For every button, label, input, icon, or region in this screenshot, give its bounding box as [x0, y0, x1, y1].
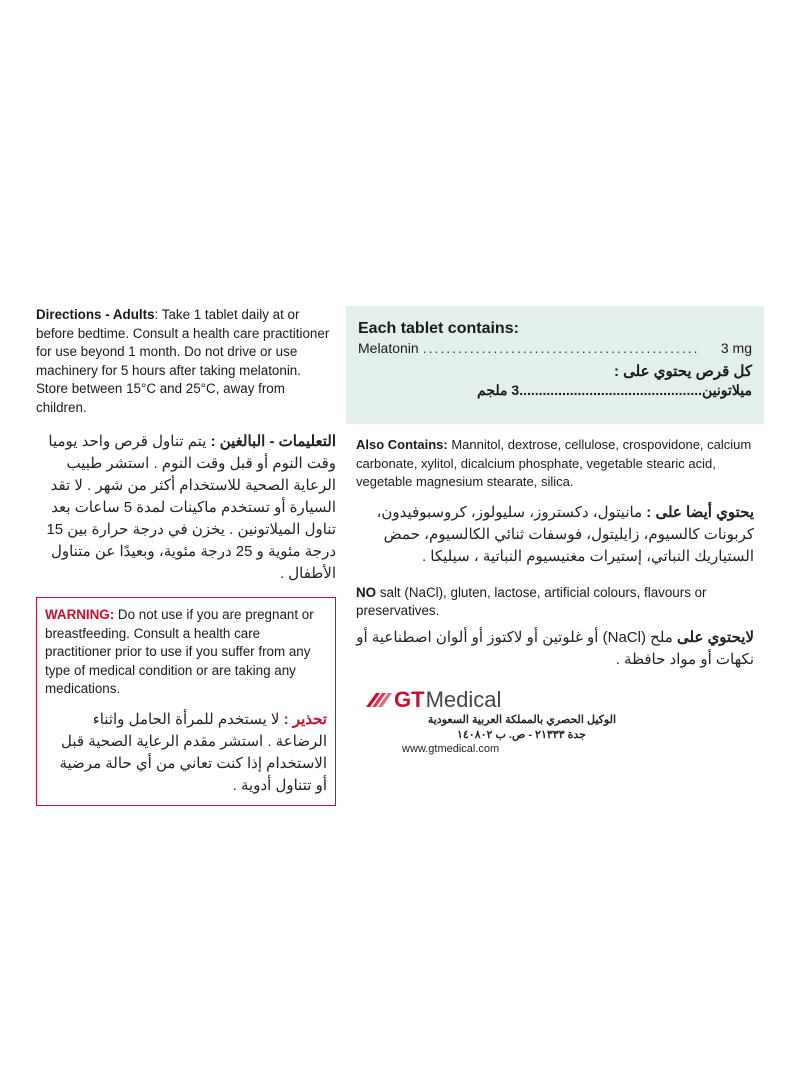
- ingredient-amount-ar: 3 ملجم: [477, 382, 520, 398]
- brand-url: www.gtmedical.com: [402, 742, 500, 755]
- contains-box: [346, 306, 764, 424]
- ingredient-name-ar: ميلاتونين: [702, 382, 752, 398]
- brand-logo: [346, 687, 764, 713]
- agent-line1: الوكيل الحصري بالمملكة العربية السعودية: [427, 713, 616, 726]
- warning-label: WARNING:: [45, 607, 115, 622]
- no-en: [346, 584, 764, 621]
- ingredient-dots: ...............................................: [422, 340, 700, 356]
- warning-en: [45, 606, 327, 699]
- also-ar-text: مانيتول، دكستروز، سليولوز، كروسبوفيدون، كربونات كالسيوم، زايليتول، فوسفات ثنائي الكالسيوم، حمض الستياريك النباتي، إستيرات مغنيسيوم النباتية ، سيليكا .: [376, 503, 754, 565]
- also-ar-heading: يحتوي أيضا على :: [646, 503, 754, 521]
- ingredient-name: Melatonin: [358, 340, 419, 356]
- directions-ar-heading: التعليمات - البالغين :: [210, 433, 336, 450]
- directions-text: : Take 1 tablet daily at or before bedtime. Consult a health care practitioner for use beyond 1 month. Do not drive or use machinery for 5 hours after taking melatonin. Store between 15°C and 25°C, away from children.: [36, 307, 330, 415]
- no-ar: [346, 627, 764, 671]
- also-contains-en: [346, 436, 764, 492]
- brand-gt: GT: [394, 686, 425, 712]
- warning-ar-label: تحذير :: [283, 710, 327, 728]
- no-ar-text: ملح (NaCl) أو غلوتين أو لاكتوز أو ألوان اصطناعية أو نكهات أو مواد حافظة .: [356, 628, 754, 668]
- ingredient-dots-ar: ...............................................: [519, 382, 703, 398]
- ingredient-amount: 3 mg: [720, 340, 752, 356]
- warning-ar-text: لا يستخدم للمرأة الحامل واثناء الرضاعة . استشر مقدم الرعاية الصحية قبل الاستخدام إذا كنت تعاني من أي حالة مرضية أو تتناول أدوية .: [59, 710, 327, 794]
- directions-ar-text: يتم تناول قرص واحد يوميا وقت النوم أو قبل وقت النوم . استشر طبيب الرعاية الصحية للاستخدام أكثر من شهر . لا تقد السيارة أو تستخدم ماكينات لمدة 5 ساعات بعد تناول الميلاتونين . يخزن في درجة حرارة بين 15 درجة مئوية و 25 درجة مئوية، وبعيدًا عن متناول الأطفال .: [46, 433, 336, 582]
- brand-medical: Medical: [425, 686, 502, 712]
- also-text: Mannitol, dextrose, cellulose, crospovidone, calcium carbonate, xylitol, dicalcium phosphate, vegetable stearic acid, vegetable magnesium stearate, silica.: [356, 437, 752, 489]
- no-heading: NO: [356, 584, 377, 600]
- no-ar-heading: لايحتوي على: [676, 628, 754, 646]
- also-heading: Also Contains:: [356, 437, 448, 452]
- right-column: [346, 306, 764, 755]
- directions-ar: [36, 431, 336, 585]
- warning-text: Do not use if you are pregnant or breastfeeding. Consult a health care practitioner prior to use if you suffer from any type of medical condition or are taking any medications.: [45, 607, 314, 696]
- left-column: [36, 306, 336, 806]
- warning-ar: [45, 709, 327, 797]
- contains-title-ar: كل قرص يحتوي على :: [613, 363, 752, 380]
- ingredient-row: [358, 340, 752, 356]
- warning-box: [36, 597, 336, 806]
- directions-en: [36, 306, 336, 417]
- agent-line2: جدة ٢١٣٣٣ - ص. ب ١٤٠٨٠٢: [456, 728, 586, 741]
- ingredient-row-ar: [358, 382, 752, 399]
- also-contains-ar: [346, 502, 764, 568]
- gt-logo-mark-icon: [362, 689, 394, 711]
- no-text: salt (NaCl), gluten, lactose, artificial colours, flavours or preservatives.: [356, 584, 707, 618]
- contains-title: Each tablet contains:: [358, 320, 519, 337]
- directions-heading: Directions - Adults: [36, 307, 155, 322]
